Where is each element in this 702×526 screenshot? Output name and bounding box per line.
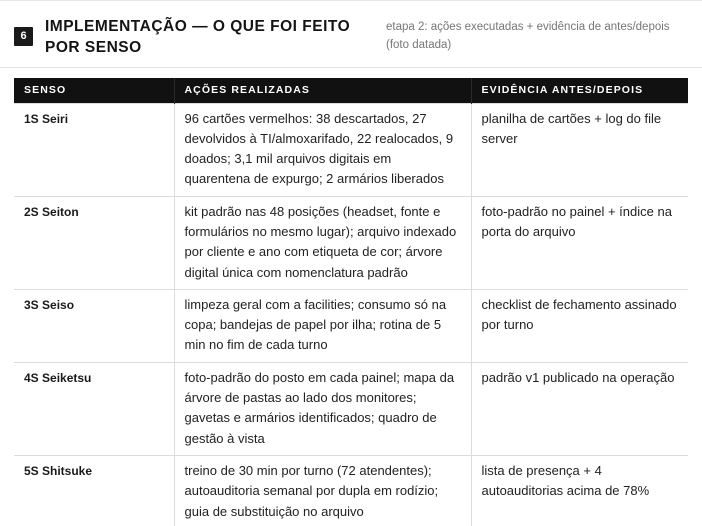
cell-senso: 2S Seiton xyxy=(14,196,174,289)
cell-acoes: limpeza geral com a facilities; consumo só na copa; bandejas de papel por ilha; rotina de 5 min no fim de cada turno xyxy=(174,289,471,362)
cell-senso: 1S Seiri xyxy=(14,103,174,196)
table-row xyxy=(14,362,688,455)
cell-senso: 3S Seiso xyxy=(14,289,174,362)
header-senso: SENSO xyxy=(14,78,174,103)
cell-senso: 5S Shitsuke xyxy=(14,455,174,526)
cell-acoes: foto-padrão do posto em cada painel; mapa da árvore de pastas ao lado dos monitores; gavetas e armários identificados; quadro de gestão à vista xyxy=(174,362,471,455)
table-row xyxy=(14,103,688,196)
header-divider xyxy=(0,67,702,68)
cell-evidencia: planilha de cartões + log do file server xyxy=(471,103,688,196)
section-title: IMPLEMENTAÇÃO — O QUE FOI FEITO POR SENSO xyxy=(45,18,351,56)
table-row xyxy=(14,455,688,526)
header-acoes: AÇÕES REALIZADAS xyxy=(174,78,471,103)
table-header-row xyxy=(14,78,688,103)
cell-evidencia: checklist de fechamento assinado por turno xyxy=(471,289,688,362)
cell-acoes: 96 cartões vermelhos: 38 descartados, 27 devolvidos à TI/almoxarifado, 22 realocados, 9 doados; 3,1 mil arquivos digitais em quarentena de expurgo; 2 armários liberados xyxy=(174,103,471,196)
table-row xyxy=(14,196,688,289)
implementation-table-container xyxy=(14,78,688,526)
cell-evidencia: foto-padrão no painel + índice na porta do arquivo xyxy=(471,196,688,289)
section-header xyxy=(0,0,702,68)
cell-evidencia: padrão v1 publicado na operação xyxy=(471,362,688,455)
implementation-table xyxy=(14,78,688,526)
cell-acoes: kit padrão nas 48 posições (headset, fonte e formulários no mesmo lugar); arquivo indexado por cliente e ano com etiqueta de cor; árvore digital única com nomenclatura padrão xyxy=(174,196,471,289)
section-subtitle: etapa 2: ações executadas + evidência de antes/depois (foto datada) xyxy=(386,21,670,51)
header-evidencia: EVIDÊNCIA ANTES/DEPOIS xyxy=(471,78,688,103)
section-number-badge: 6 xyxy=(14,27,33,46)
cell-evidencia: lista de presença + 4 autoauditorias acima de 78% xyxy=(471,455,688,526)
table-row xyxy=(14,289,688,362)
cell-senso: 4S Seiketsu xyxy=(14,362,174,455)
cell-acoes: treino de 30 min por turno (72 atendentes); autoauditoria semanal por dupla em rodízio; guia de substituição no arquivo xyxy=(174,455,471,526)
